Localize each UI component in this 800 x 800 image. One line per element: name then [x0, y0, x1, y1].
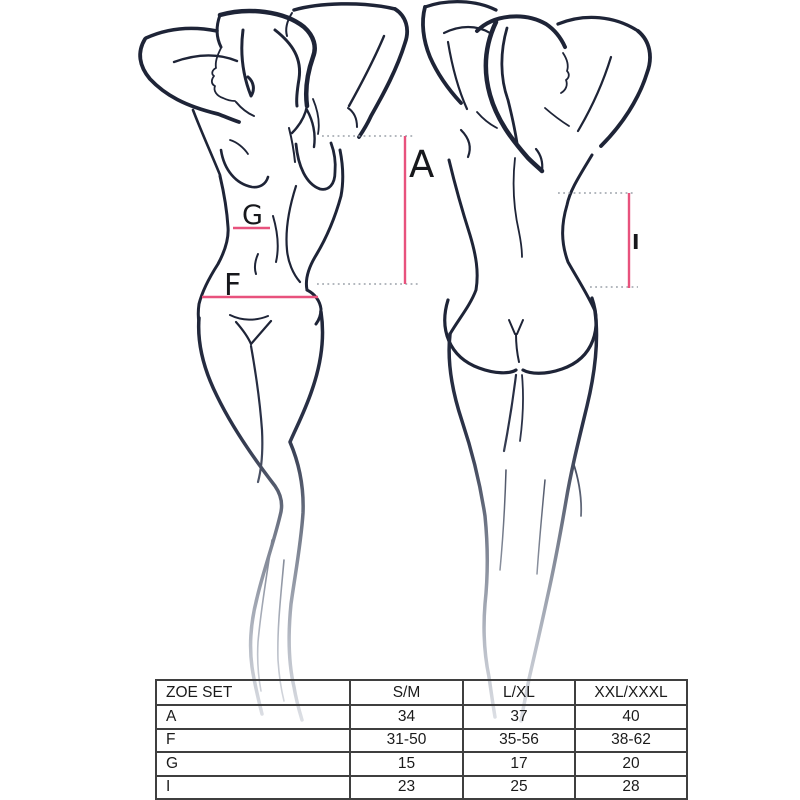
sketch-stroke	[307, 290, 321, 324]
sketch-stroke	[449, 334, 495, 717]
table-cell: 38-62	[575, 729, 687, 753]
table-cell: 34	[350, 705, 463, 729]
sketch-stroke	[573, 462, 581, 516]
sketch-stroke	[348, 108, 357, 127]
sketch-stroke	[296, 143, 335, 189]
sketch-stroke	[242, 30, 254, 96]
table-cell: 23	[350, 776, 463, 800]
table-row	[156, 776, 687, 800]
sketch-stroke	[292, 106, 307, 133]
table-header-size-sm: S/M	[350, 680, 463, 705]
sketch-stroke	[578, 57, 611, 131]
sketch-stroke	[286, 186, 300, 282]
sketch-stroke	[230, 315, 268, 320]
sketch-stroke	[217, 15, 221, 47]
table-header-product: ZOE SET	[156, 680, 350, 705]
sketch-stroke	[174, 56, 237, 63]
sketch-stroke	[486, 22, 542, 171]
table-header-row	[156, 680, 687, 705]
sketch-stroke	[307, 110, 315, 147]
sketch-stroke	[193, 110, 220, 175]
back-figure-drawing	[423, 2, 650, 721]
table-header-size-xxl: XXL/XXXL	[575, 680, 687, 705]
sketch-stroke	[558, 17, 638, 31]
measurement-label-f: F	[224, 268, 242, 303]
table-cell: 15	[350, 752, 463, 776]
sketch-stroke	[601, 31, 650, 146]
measurement-label-a: A	[409, 143, 435, 186]
table-header-size-lxl: L/XL	[463, 680, 575, 705]
sketch-stroke	[251, 321, 271, 344]
measurement-label-i: I	[632, 230, 640, 254]
table-cell: 35-56	[463, 729, 575, 753]
sketch-stroke	[306, 150, 342, 290]
sketch-stroke	[461, 130, 470, 157]
sketch-stroke	[445, 300, 516, 373]
table-row-label: G	[156, 752, 350, 776]
sketch-stroke	[230, 140, 248, 154]
sketch-stroke	[220, 11, 315, 106]
table-row	[156, 705, 687, 729]
sketch-stroke	[545, 108, 569, 126]
sketch-stroke	[504, 375, 516, 451]
sketch-stroke	[255, 254, 258, 274]
sketch-stroke	[423, 7, 461, 103]
table-row-label: F	[156, 729, 350, 753]
sketch-stroke	[236, 102, 254, 116]
sketch-stroke	[275, 30, 300, 106]
sketch-stroke	[500, 470, 506, 570]
sketch-stroke	[289, 312, 323, 720]
sketch-stroke	[221, 150, 268, 187]
table-cell: 40	[575, 705, 687, 729]
table-row-label: I	[156, 776, 350, 800]
table-row	[156, 729, 687, 753]
sketch-stroke	[349, 36, 384, 106]
table-cell: 37	[463, 705, 575, 729]
measurement-label-g: G	[242, 200, 263, 231]
measurement-annotations	[202, 136, 639, 303]
sketch-stroke	[520, 375, 523, 441]
sketch-stroke	[509, 320, 523, 362]
sketch-stroke	[449, 160, 477, 334]
sketch-stroke	[425, 2, 496, 10]
sketch-stroke	[199, 318, 282, 714]
sketch-stroke	[236, 322, 251, 344]
table-row	[156, 752, 687, 776]
sketch-stroke	[146, 28, 217, 38]
sketch-stroke	[258, 540, 272, 691]
table-cell: 31-50	[350, 729, 463, 753]
sketch-stroke	[523, 298, 596, 373]
table-cell: 25	[463, 776, 575, 800]
table-cell: 17	[463, 752, 575, 776]
sketch-stroke	[537, 480, 545, 574]
sketch-stroke	[273, 216, 278, 262]
sketch-stroke	[294, 4, 395, 10]
sketch-stroke	[477, 112, 497, 128]
front-figure-drawing	[140, 4, 407, 720]
sketch-stroke	[514, 158, 522, 257]
table-row-label: A	[156, 705, 350, 729]
size-table	[155, 679, 688, 800]
table-cell: 28	[575, 776, 687, 800]
sketch-stroke	[140, 39, 239, 122]
table-cell: 20	[575, 752, 687, 776]
sketch-stroke	[561, 53, 569, 93]
